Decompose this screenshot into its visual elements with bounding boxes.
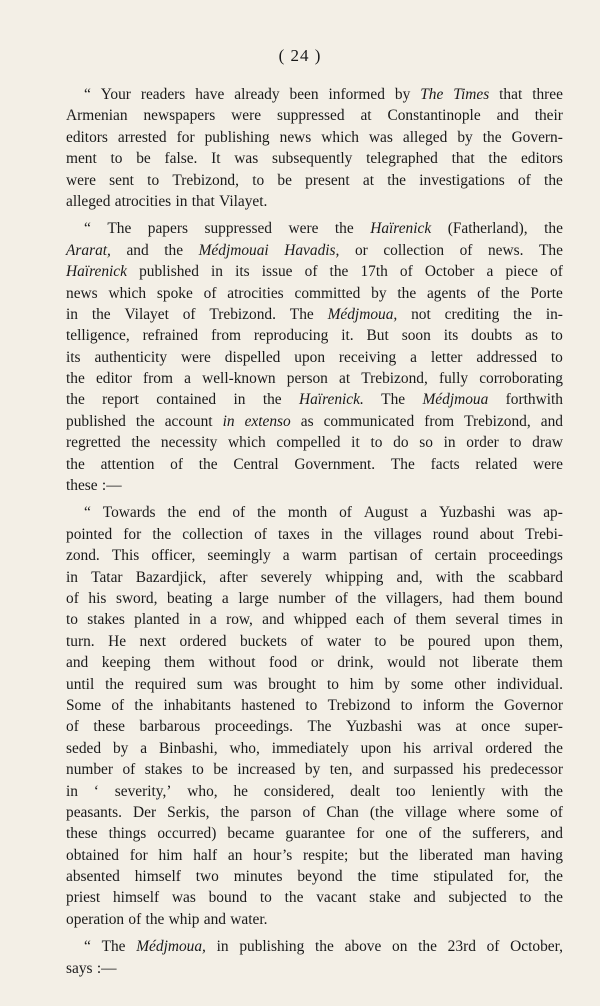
text-line: “ The papers suppressed were the Haïrenick (Fatherland), the	[84, 220, 563, 238]
text-line: zond. This officer, seemingly a warm partisan of certain proceedings	[66, 547, 563, 565]
text-line: seded by a Binbashi, who, immediately upon his arrival ordered the	[66, 739, 563, 757]
text-line: alleged atrocities in that Vilayet.	[66, 192, 268, 210]
text-line: ment to be false. It was subsequently telegraphed that the editors	[66, 150, 563, 168]
text-line: turn. He next ordered buckets of water to be poured upon them,	[66, 632, 563, 650]
text-line: operation of the whip and water.	[66, 910, 268, 928]
text-line: priest himself was bound to the vacant stake and subjected to the	[66, 889, 563, 907]
text-line: telligence, refrained from reproducing it. But soon its doubts as to	[66, 327, 563, 345]
text-line: in the Vilayet of Trebizond. The Médjmoua, not crediting the in-	[66, 305, 563, 323]
text-line: published the account in extenso as communicated from Trebizond, and	[66, 412, 563, 430]
text-line: these things occurred) became guarantee for one of the sufferers, and	[66, 825, 563, 843]
body-text	[66, 84, 563, 985]
text-line: “ Your readers have already been informed by The Times that three	[84, 86, 563, 103]
text-line: news which spoke of atrocities committed by the agents of the Porte	[66, 284, 563, 302]
text-line: and keeping them without food or drink, would not liberate them	[66, 654, 563, 672]
text-line: of these barbarous proceedings. The Yuzbashi was at once super-	[66, 718, 563, 736]
paragraph	[66, 218, 563, 496]
text-line: Ararat, and the Médjmouai Havadis, or collection of news. The	[66, 241, 563, 259]
text-line: of his sword, beating a large number of the villagers, had them bound	[66, 589, 563, 607]
paragraph	[66, 936, 563, 979]
text-line: its authenticity were dispelled upon receiving a letter addressed to	[66, 348, 563, 366]
page-number: ( 24 )	[278, 46, 322, 65]
text-line: until the required sum was brought to him by some other individual.	[66, 675, 563, 693]
text-line: obtained for him half an hour’s respite; but the liberated man having	[66, 846, 563, 864]
text-line: Some of the inhabitants hastened to Trebizond to inform the Governor	[66, 696, 563, 714]
text-line: these :—	[66, 477, 122, 495]
text-line: “ Towards the end of the month of August a Yuzbashi was ap-	[84, 504, 563, 522]
text-line: Haïrenick published in its issue of the 17th of October a piece of	[66, 263, 563, 281]
text-line: the editor from a well-known person at Trebizond, fully corroborating	[66, 370, 563, 388]
text-line: pointed for the collection of taxes in the villages round about Trebi-	[66, 525, 563, 543]
text-line: Armenian newspapers were suppressed at Constantinople and their	[66, 107, 563, 125]
paragraph	[66, 84, 563, 212]
text-line: says :—	[66, 959, 117, 977]
text-line: were sent to Trebizond, to be present at the investigations of the	[66, 171, 563, 189]
text-line: the report contained in the Haïrenick. The Médjmoua forthwith	[66, 391, 563, 409]
text-line: regretted the necessity which compelled it to do so in order to draw	[66, 434, 563, 452]
text-line: “ The Médjmoua, in publishing the above on the 23rd of October,	[84, 938, 563, 956]
text-line: the attention of the Central Government. The facts related were	[66, 455, 563, 473]
text-line: number of stakes to be increased by ten, and surpassed his predecessor	[66, 761, 563, 779]
text-line: editors arrested for publishing news which was alleged by the Govern-	[66, 128, 563, 146]
text-line: in ‘ severity,’ who, he considered, dealt too leniently with the	[66, 782, 563, 800]
text-line: peasants. Der Serkis, the parson of Chan (the village where some of	[66, 803, 563, 821]
text-line: to stakes planted in a row, and whipped each of them several times in	[66, 611, 563, 629]
text-line: absented himself two minutes beyond the time stipulated for, the	[66, 868, 563, 886]
text-line: in Tatar Bazardjick, after severely whipping and, with the scabbard	[66, 568, 563, 586]
paragraph	[66, 502, 563, 930]
